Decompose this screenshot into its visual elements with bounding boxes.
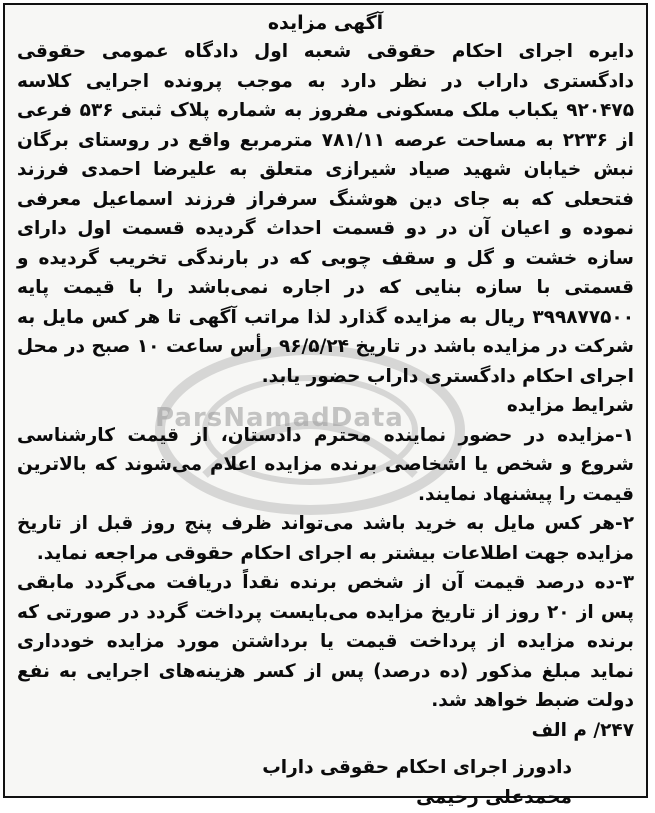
signature-name: محمدعلی رحیمی bbox=[416, 787, 572, 808]
reference-number: ۲۴۷/ م الف bbox=[531, 719, 634, 741]
conditions-list bbox=[17, 421, 634, 716]
signature-block bbox=[17, 753, 572, 813]
conditions-title: شرایط مزایده bbox=[506, 395, 634, 416]
notice-title: آگهی مزایده bbox=[267, 12, 384, 34]
condition-item: ۲-هر کس مایل به خرید باشد می‌تواند ظرف پنج روز قبل از تاریخ مزایده جهت اطلاعات بیشتر به اجرای احکام حقوقی مراجعه نماید. bbox=[17, 513, 634, 564]
watermark-text: ParsNamadData bbox=[155, 403, 404, 433]
signature-title: دادورز اجرای احکام حقوقی داراب bbox=[262, 757, 572, 778]
auction-notice bbox=[17, 9, 634, 813]
notice-body: دایره اجرای احکام حقوقی شعبه اول دادگاه عمومی حقوقی دادگستری داراب در نظر دارد به موجب پرونده اجرایی کلاسه ۹۲۰۴۷۵ یکباب ملک مسکونی مفروز به شماره پلاک ثبتی ۵۳۶ فرعی از ۲۲۳۶ به مساحت عرصه ۷۸۱/۱۱ مترمربع واقع در روستای برگان نبش خیابان شهید صیاد شیرازی متعلق به علیرضا احمدی فرزند فتحعلی که به جای دین هوشنگ سرفراز فرزند اسماعیل معرفی نموده و اعیان آن در دو قسمت احداث گردیده قسمت اول دارای سازه خشت و گل و سقف چوبی که در بارندگی تخریب گردیده و قسمتی با سازه بنایی که در اجاره نمی‌باشد را با قیمت پایه ۳۹۹۸۷۷۵۰۰ ریال به مزایده گذارد لذا مراتب آگهی تا هر کس مایل به شرکت در مزایده باشد در تاریخ ۹۶/۵/۲۴ رأس ساعت ۱۰ صبح در محل اجرای احکام دادگستری داراب حضور یابد. bbox=[17, 41, 634, 387]
condition-item: ۳-ده درصد قیمت آن از شخص برنده نقداً دریافت می‌گردد مابقی پس از ۲۰ روز از تاریخ مزایده می‌بایست پرداخت گردد در صورتی که برنده مزایده از پرداخت قیمت یا برداشتن مورد مزایده خودداری نماید مبلغ مذکور (ده درصد) پس از کسر هزینه‌های اجرایی به نفع دولت ضبط خواهد شد. bbox=[17, 572, 634, 711]
notice-frame bbox=[3, 3, 648, 808]
condition-item: ۱-مزایده در حضور نماینده محترم دادستان، از قیمت کارشناسی شروع و شخص یا اشخاصی برنده مزایده اعلام می‌شوند که بالاترین قیمت را پیشنهاد نمایند. bbox=[17, 424, 634, 505]
